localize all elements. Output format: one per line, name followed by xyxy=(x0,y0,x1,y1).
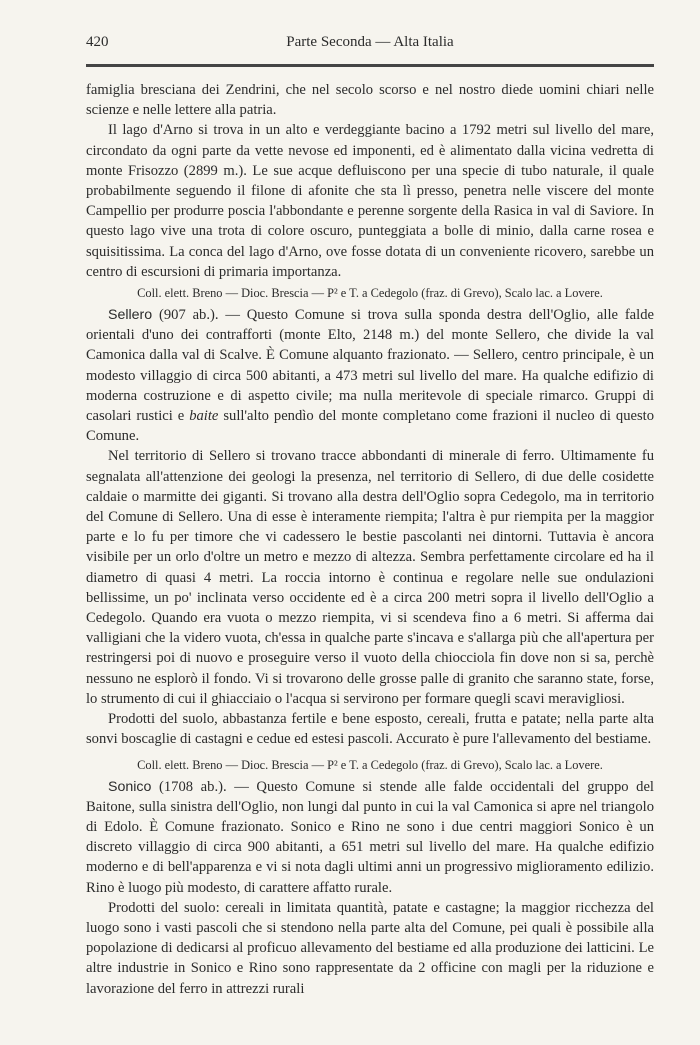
sonico-population: (1708 ab.). xyxy=(159,778,227,795)
sellero-text: — Questo Comune si trova sulla sponda destra dell'Oglio, alle falde orientali d'uno dei contrafforti (monte Elto, 2148 m.) del monte Sellero, che divide la val Camonica dalla val di Scalve. È Comune alquanto frazionato. — Sellero, centro principale, è un modesto villaggio di circa 500 abitanti, a 473 metri sul livello del mare. Ha qualche edifizio di moderna costruzione e di aspetto civile; ma nulla meritevole di speciale rimarco. Gruppi di casolari rustici e xyxy=(86,307,654,425)
intro-continuation: famiglia bresciana dei Zendrini, che nel secolo scorso e nel nostro diede uomini chiari nelle scienze e nelle lettere alla patria. xyxy=(86,82,654,119)
sellero-text-end: sull'alto pendìo del monte completano come frazioni il nucleo di questo Comune. xyxy=(86,408,655,445)
sellero-paragraph-2: Nel territorio di Sellero si trovano tracce abbondanti di minerale di ferro. Ultimamente fu segnalata all'attenzione dei geologi la presenza, nel territorio di Sellero, di due delle cosidette caldaie o marmitte dei giganti. Si trovano alla destra dell'Oglio sopra Cedegolo, ma in territorio del Comune di Sellero. Una di esse è interamente riempita; l'altra è pur riempita per la maggior parte e lo fu per timore che vi cadessero le bestie pascolanti nei dintorni. Tuttavia è ancora visibile per un orlo d'oltre un metro e mezzo di altezza. Sembra perfettamente circolare ed ha il diametro di quasi 4 metri. La roccia intorno è continua e regolare nelle sue ondulazioni bellissime, un po' inclinata verso occidente ed è a circa 200 metri sopra il livello dell'Oglio a Cedegolo. Quando era vuota o mezzo riempita, vi si scendeva fino a 6 metri. Si afferma dai valligiani che la videro vuota, ch'essa in qualche parte s'incava e s'allarga più che all'apertura per restringersi poi di nuovo e proseguire verso il vuoto della chiocciola fin dove non si sa, perchè nessuno ne esplorò il fondo. Vi si trovarono delle grosse palle di granito che saranno state, forse, lo strumento di cui il ghiacciaio o l'acqua si servirono per formare quegli scavi meravigliosi. xyxy=(86,448,654,707)
sellero-entry-name: Sellero xyxy=(108,307,153,324)
running-title: Parte Seconda — Alta Italia xyxy=(286,34,454,50)
sellero-electoral-note: Coll. elett. Breno — Dioc. Brescia — P² e T. a Cedegolo (fraz. di Grevo), Scalo lac. a Lovere. xyxy=(137,757,603,772)
sonico-paragraph-2: Prodotti del suolo: cereali in limitata quantità, patate e castagne; la maggior ricchezza del luogo sono i vasti pascoli che si stendono nella parte alta del Comune, pei quali è possibile alla popolazione di dedicarsi al proficuo allevamento del bestiame ed alla produzione dei latticini. Le altre industrie in Sonico e Rino sono rappresentate da 2 officine con magli per la riduzione e lavorazione del ferro in attrezzi rurali xyxy=(86,899,654,997)
sellero-population: (907 ab.). xyxy=(159,307,219,324)
sellero-paragraph-3: Prodotti del suolo, abbastanza fertile e bene esposto, cereali, frutta e patate; nella parte alta sonvi boscaglie di castagni e cedue ed estesi pascoli. Accurato è pure l'allevamento del bestiame. xyxy=(86,711,654,748)
lago-arno-paragraph: Il lago d'Arno si trova in un alto e verdeggiante bacino a 1792 metri sul livello del mare, circondato da ogni parte da vette nevose ed imponenti, ed è alimentato dalla vicina vedretta di monte Frisozzo (2899 m.). Le sue acque defluiscono per una specie di tubo naturale, il quale probabilmente seguendo il filone di afonite che sta lì presso, penetra nelle viscere del monte Campellio per produrre poscia l'abbondante e perenne sorgente della Rasica in val di Saviore. In questo lago vive una trota di colore oscuro, punteggiata a bolle di minio, dalla carne rosea e squisitissima. La conca del lago d'Arno, ove fosse dotata di un conveniente ricovero, sarebbe un centro di escursioni di primaria importanza. xyxy=(86,122,654,280)
intro-electoral-note: Coll. elett. Breno — Dioc. Brescia — P² e T. a Cedegolo (fraz. di Grevo), Scalo lac. a Lovere. xyxy=(137,286,603,301)
page-body xyxy=(86,80,654,999)
sonico-text: — Questo Comune si stende alle falde occidentali del gruppo del Baitone, sulla sinistra dell'Oglio, non lungi dal punto in cui la val Camonica si apre nel triangolo di Edolo. È Comune frazionato. Sonico e Rino ne sono i due centri maggiori Sonico è un discreto villaggio di circa 900 abitanti, a 651 metri sul livello del mare. Ha qualche edifizio moderno e di bell'apparenza e vi si nota dagli ultimi anni un progressivo miglioramento edilizio. Rino è luogo più modesto, di carattere affatto rurale. xyxy=(86,778,654,896)
sellero-italic-term: baite xyxy=(189,408,219,425)
page-header xyxy=(86,34,654,58)
sellero-paragraph-1 xyxy=(86,305,654,446)
sonico-entry-name: Sonico xyxy=(108,778,152,795)
header-rule xyxy=(86,64,654,67)
sonico-paragraph-1 xyxy=(86,777,654,898)
page-number: 420 xyxy=(86,34,109,50)
